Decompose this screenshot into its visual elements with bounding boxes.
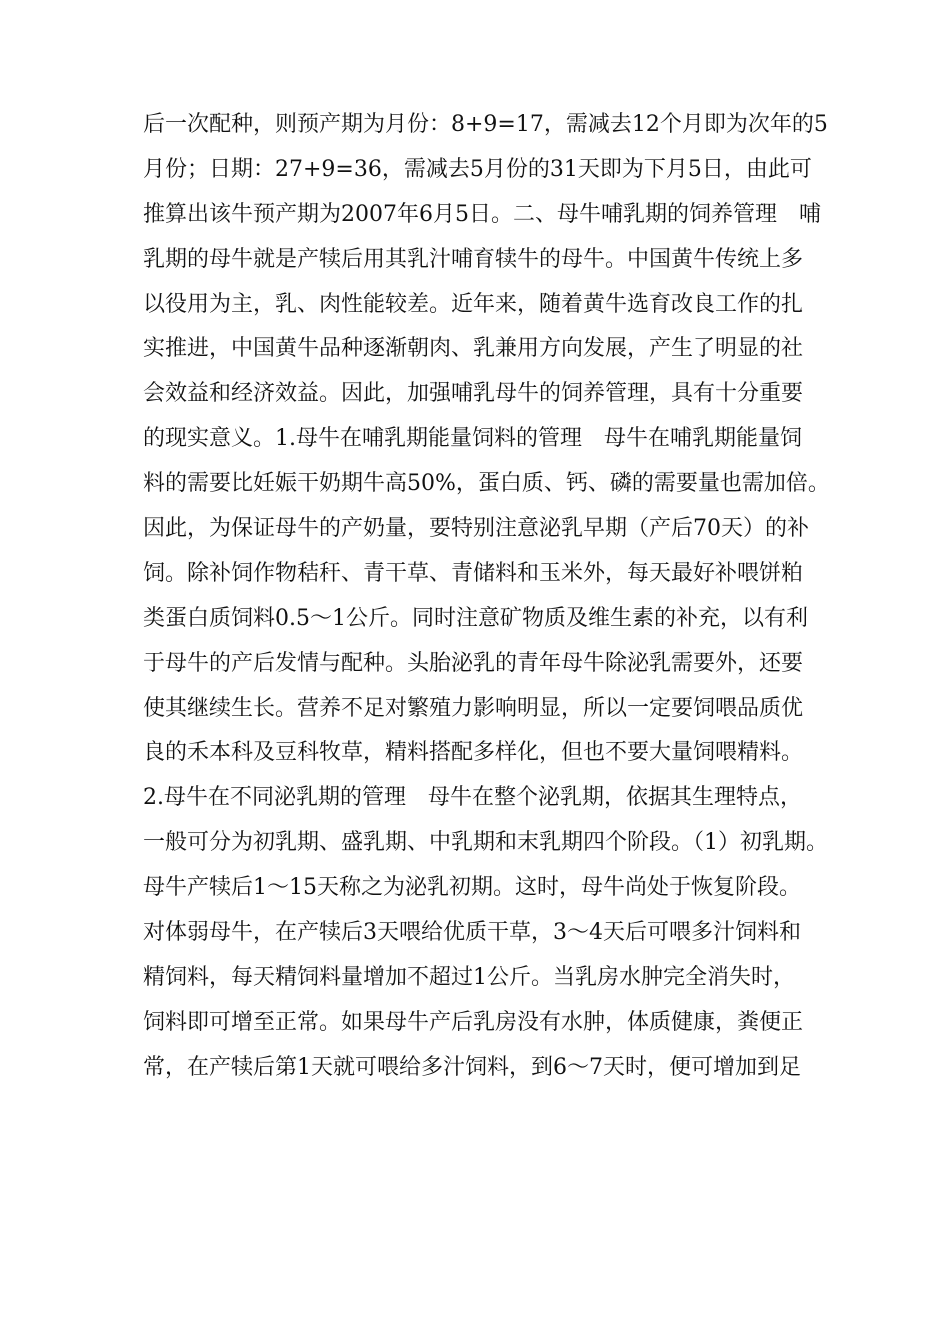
text-line: 乳期的母牛就是产犊后用其乳汁哺育犊牛的母牛。中国黄牛传统上多 bbox=[143, 246, 804, 272]
text-line: 料的需要比妊娠干奶期牛高50%，蛋白质、钙、磷的需要量也需加倍。 bbox=[143, 471, 830, 497]
text-line: 饲。除补饲作物秸秆、青干草、青储料和玉米外，每天最好补喂饼粕 bbox=[143, 560, 804, 586]
text-line: 会效益和经济效益。因此，加强哺乳母牛的饲养管理，具有十分重要 bbox=[143, 381, 804, 407]
body-text bbox=[143, 103, 830, 1091]
text-line: 母牛产犊后1～15天称之为泌乳初期。这时，母牛尚处于恢复阶段。 bbox=[143, 875, 801, 901]
text-line: 使其继续生长。营养不足对繁殖力影响明显，所以一定要饲喂品质优 bbox=[143, 695, 804, 721]
text-line: 月份；日期：27+9=36，需减去5月份的31天即为下月5日，由此可 bbox=[143, 156, 812, 182]
text-line: 精饲料，每天精饲料量增加不超过1公斤。当乳房水肿完全消失时， bbox=[143, 964, 795, 990]
text-line: 一般可分为初乳期、盛乳期、中乳期和末乳期四个阶段。（1）初乳期。 bbox=[143, 830, 828, 856]
text-line: 的现实意义。1.母牛在哺乳期能量饲料的管理 母牛在哺乳期能量饲 bbox=[143, 426, 802, 452]
text-line: 常，在产犊后第1天就可喂给多汁饲料，到6～7天时，便可增加到足 bbox=[143, 1054, 801, 1080]
text-line: 实推进，中国黄牛品种逐渐朝肉、乳兼用方向发展，产生了明显的社 bbox=[143, 336, 804, 362]
text-line: 2.母牛在不同泌乳期的管理 母牛在整个泌乳期，依据其生理特点， bbox=[143, 785, 802, 811]
text-line: 推算出该牛预产期为2007年6月5日。二、母牛哺乳期的饲养管理 哺 bbox=[143, 201, 821, 227]
text-line: 良的禾本科及豆科牧草，精料搭配多样化，但也不要大量饲喂精料。 bbox=[143, 740, 804, 766]
text-line: 因此，为保证母牛的产奶量，要特别注意泌乳早期（产后70天）的补 bbox=[143, 516, 809, 542]
text-line: 于母牛的产后发情与配种。头胎泌乳的青年母牛除泌乳需要外，还要 bbox=[143, 650, 804, 676]
text-line: 后一次配种，则预产期为月份：8+9=17，需减去12个月即为次年的5 bbox=[143, 112, 828, 137]
text-line: 类蛋白质饲料0.5～1公斤。同时注意矿物质及维生素的补充，以有利 bbox=[143, 605, 808, 631]
text-line: 对体弱母牛，在产犊后3天喂给优质干草，3～4天后可喂多汁饲料和 bbox=[143, 920, 801, 946]
text-line: 以役用为主，乳、肉性能较差。近年来，随着黄牛选育改良工作的扎 bbox=[143, 291, 804, 317]
text-line: 饲料即可增至正常。如果母牛产后乳房没有水肿，体质健康，粪便正 bbox=[143, 1009, 804, 1035]
